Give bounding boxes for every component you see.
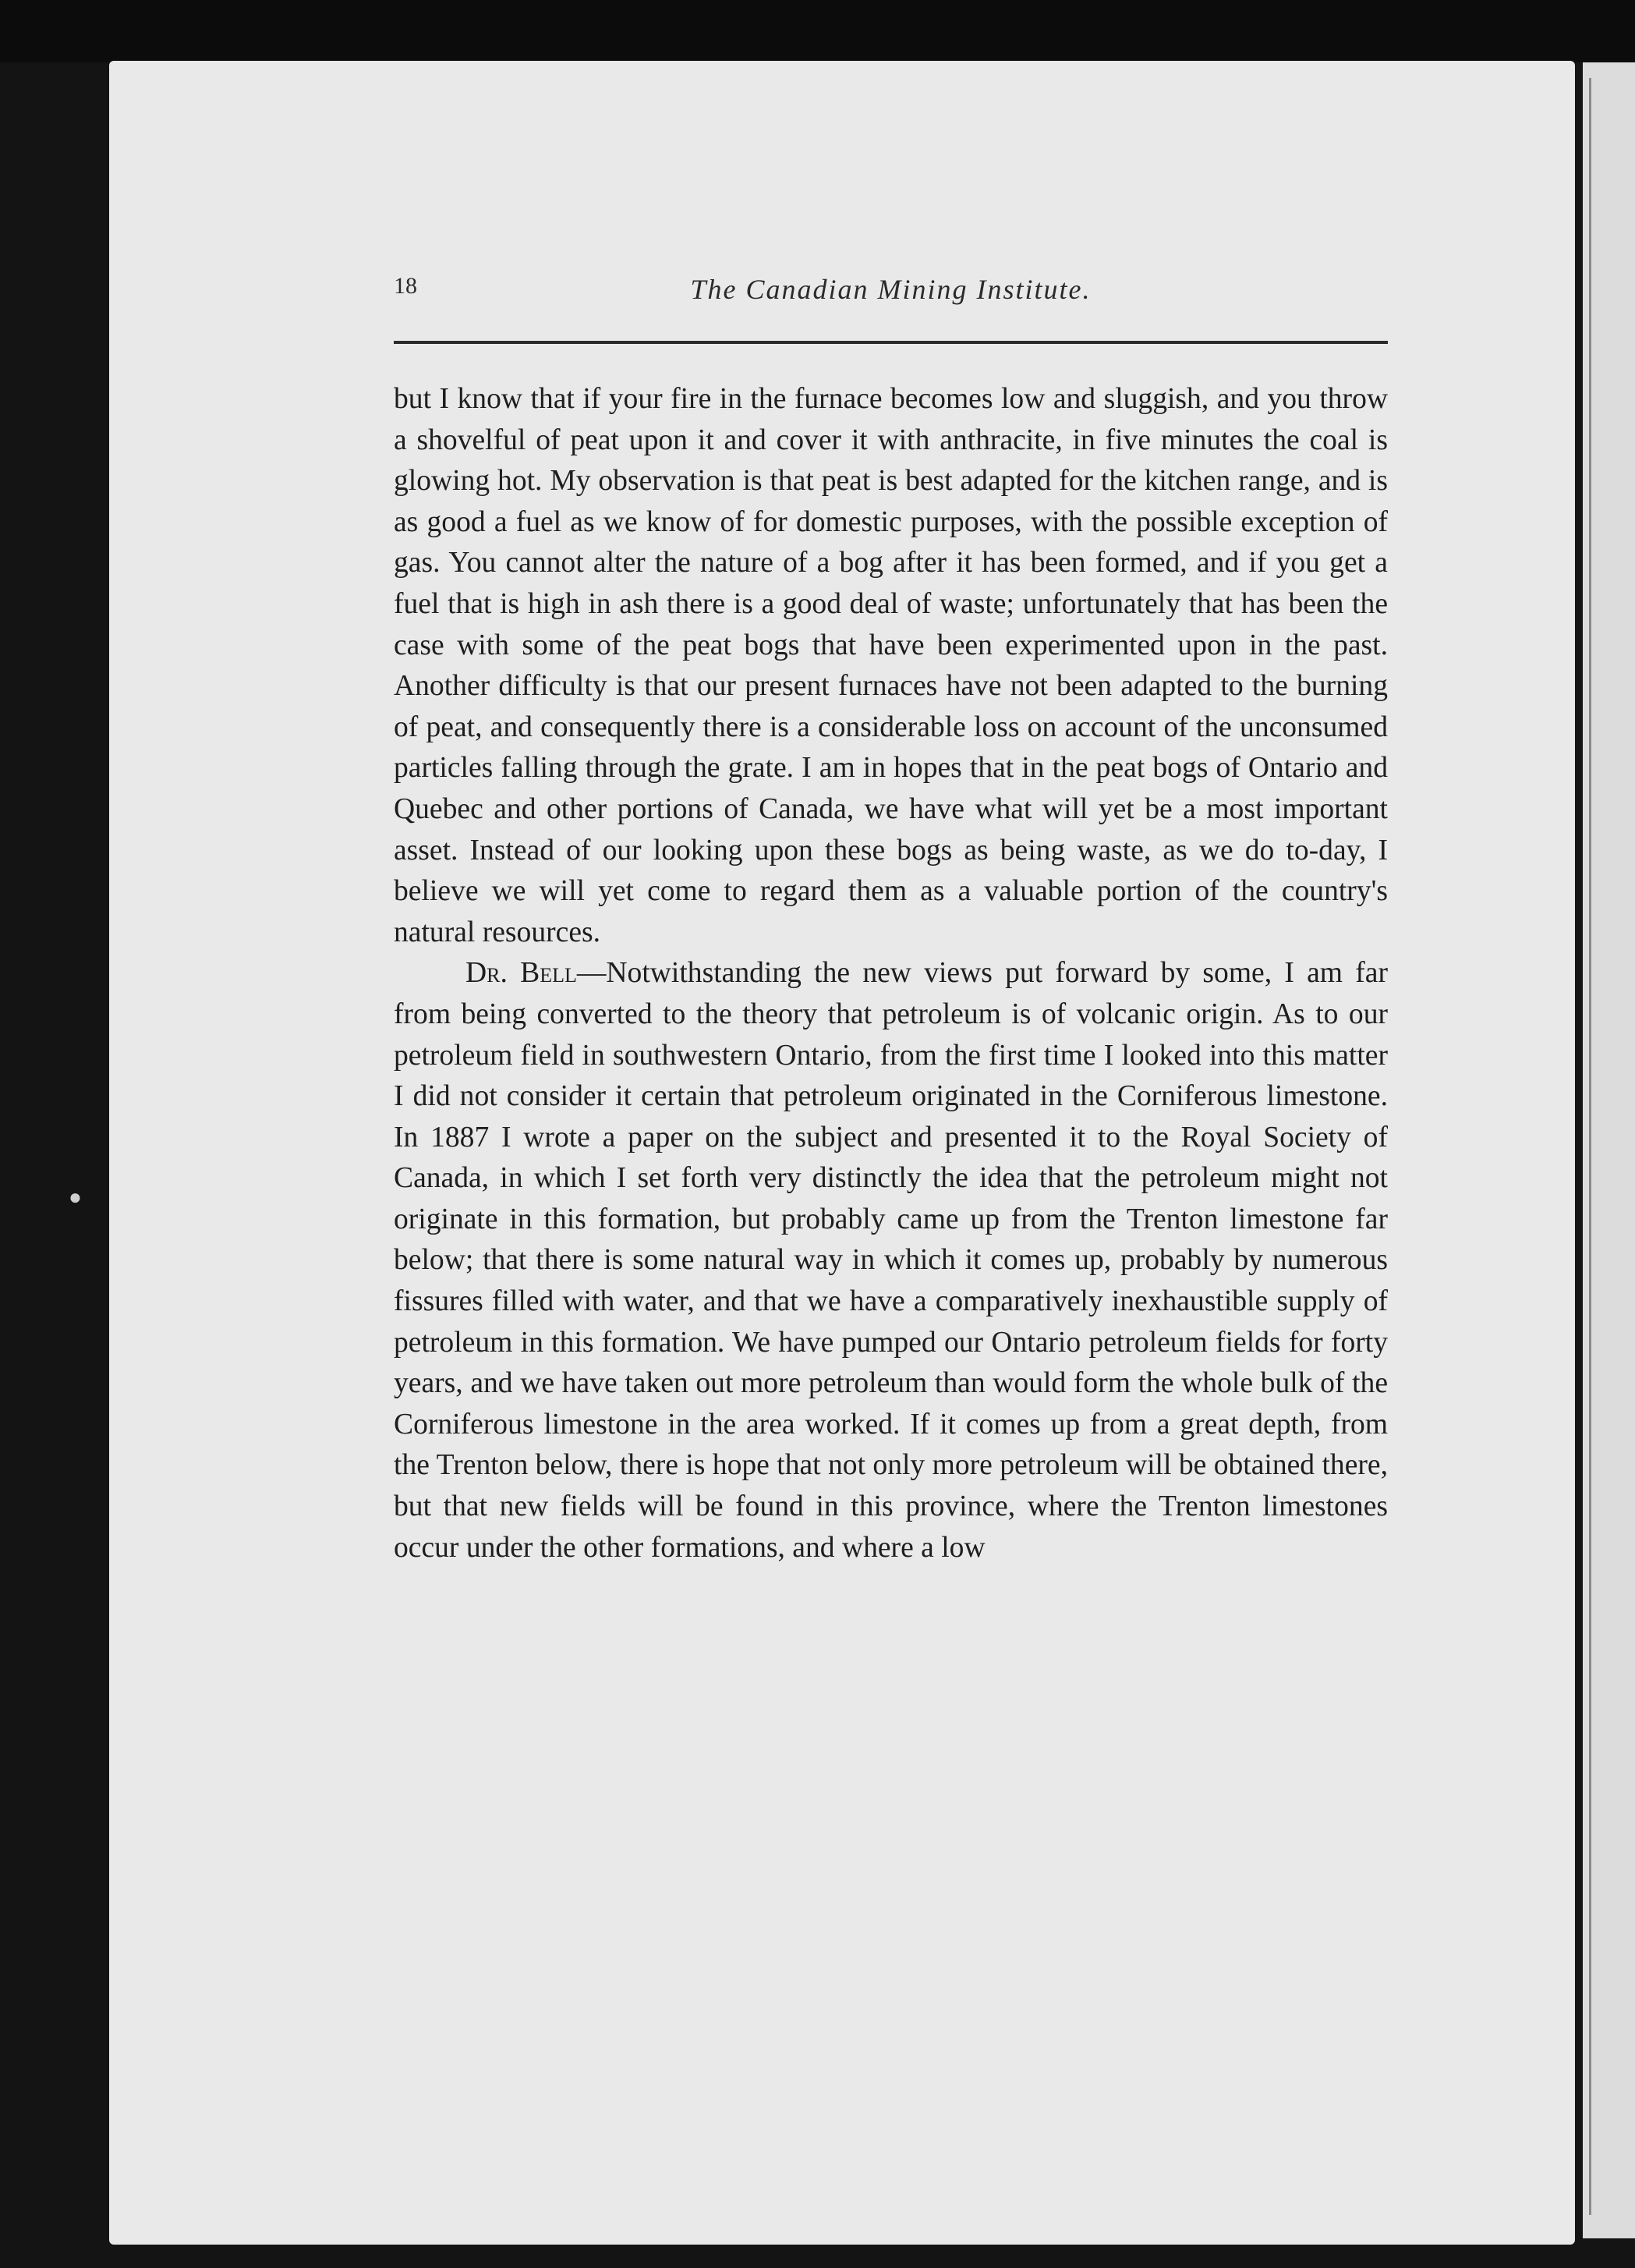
paragraph-1: but I know that if your fire in the furnace becomes low and sluggish, and you throw a shovelful of peat upon it and cover it with anthracite, in five minutes the coal is glowing hot. My observation is that peat is best adapted for the kitchen range, and is as good a fuel as we know of for domestic purposes, with the possible exception of gas. You cannot alter the nature of a bog after it has been formed, and if you get a fuel that is high in ash there is a good deal of waste; unfortunately that has been the case with some of the peat bogs that have been experimented upon in the past. Another difficulty is that our present furnaces have not been adapted to the burning of peat, and consequently there is a considerable loss on account of the unconsumed particles falling through the grate. I am in hopes that in the peat bogs of Ontario and Quebec and other portions of Canada, we have what will yet be a most important asset. Instead of our looking upon these bogs as being waste, as we do to-day, I believe we will yet come to regard them as a valuable portion of the country's natural resources.: [394, 383, 1388, 948]
running-head: [394, 273, 1388, 320]
adjacent-page-edge: [1589, 78, 1591, 2215]
header-rule: [394, 341, 1388, 344]
running-head-title: The Canadian Mining Institute.: [690, 274, 1092, 305]
scan-border: [0, 0, 1635, 62]
paragraph-2: [394, 953, 1388, 1568]
speaker-name: Dr. Bell: [465, 957, 577, 990]
paragraph-2-text: —Notwithstanding the new views put forward by some, I am far from being converted to the theory that petroleum is of volcanic origin. As to our petroleum field in southwestern Ontario, from the first time I looked into this matter I did not consider it certain that petroleum originated in the Corniferous limestone. In 1887 I wrote a paper on the subject and presented it to the Royal Society of Canada, in which I set forth very distinctly the idea that the petroleum might not originate in this formation, but probably came up from the Trenton limestone far below; that there is some natural way in which it comes up, probably by numerous fissures filled with water, and that we have a comparatively inexhaustible supply of petroleum in this formation. We have pumped our Ontario petroleum fields for forty years, and we have taken out more petroleum than would form the whole bulk of the Corniferous limestone in the area worked. If it comes up from a great depth, from the Trenton below, there is hope that not only more petroleum will be obtained there, but that new fields will be found in this province, where the Trenton limestones occur under the other formations, and where a low: [394, 957, 1388, 1564]
body-text: [394, 379, 1388, 1568]
page-number: 18: [394, 273, 417, 299]
scan-speck: ●: [69, 1185, 82, 1210]
